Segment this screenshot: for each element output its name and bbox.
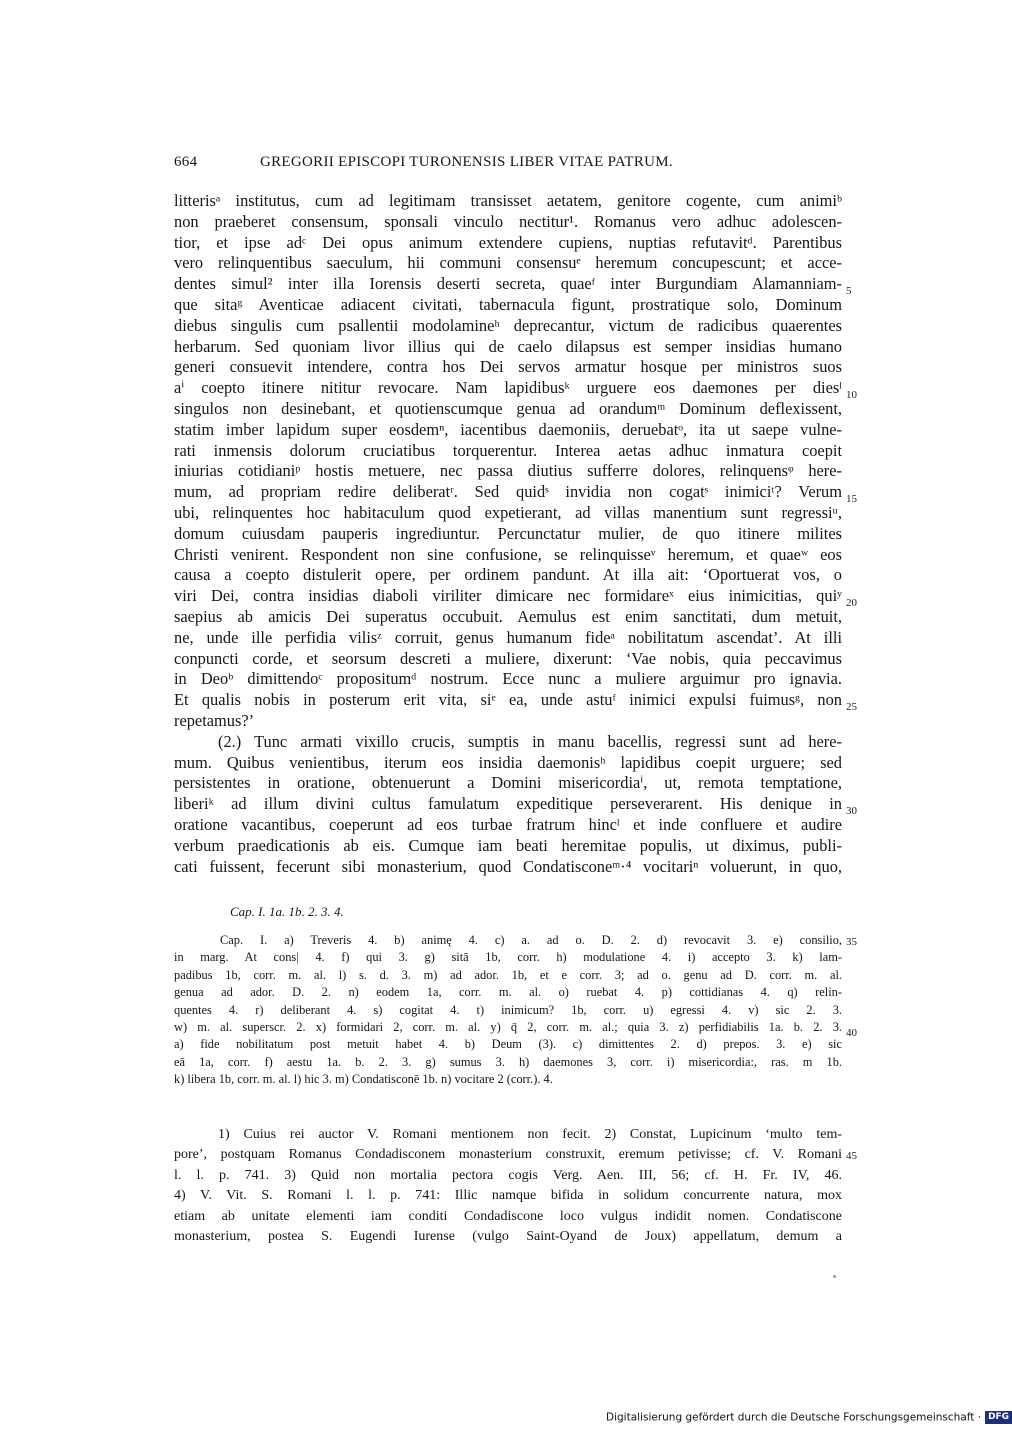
text-line: iniurias cotidianiᵖ hostis metuere, nec passa diutius sufferre dolores, relinquensᵠ here- [174, 461, 842, 481]
text-line: tior, et ipse adᶜ Dei opus animum extendere cupiens, nuptias refutavitᵈ. Parentibus [174, 232, 842, 252]
line-number: 5 [846, 285, 852, 297]
dfg-logo-icon: DFG [985, 1411, 1012, 1424]
text-line: aⁱ coepto itinere nititur revocare. Nam lapidibusᵏ urguere eos daemones per diesˡ [174, 378, 842, 398]
text-line: que sitaᵍ Aventicae adiacent civitati, tabernacula figunt, prostratique solo, Dominum [174, 294, 842, 314]
text-line: dentes simul² inter illa Iorensis deserti secreta, quaeᶠ inter Burgundiam Alamanniam- [174, 274, 842, 294]
scan-speck [833, 1275, 836, 1278]
line-number: 30 [846, 805, 857, 817]
line-number: 40 [846, 1027, 857, 1039]
text-line: viri Dei, contra insidias diaboli viriliter dimicare nec formidareˣ eius inimicitias, quiʸ [174, 586, 842, 606]
text-line: non praeberet consensum, sponsali vinculo nectitur¹. Romanus vero adhuc adolescen- [174, 211, 842, 231]
text-line: mum, ad propriam redire deliberatʳ. Sed quidˢ invidia non cogatˢ inimiciᵗ? Verum [174, 482, 842, 502]
apparatus-line: in marg. At cons| 4. f) qui 3. g) sitā 1b, corr. h) modulatione 4. i) accepto 3. k) lam- [174, 950, 842, 965]
apparatus-line: k) libera 1b, corr. m. al. l) hic 3. m) Condatisconē 1b. n) vocitare 2 (corr.). 4. [174, 1072, 553, 1087]
apparatus-line: a) fide nobilitatum post metuit habet 4. b) Deum (3). c) dimittentes 2. d) prepos. 3. e) sic [174, 1037, 842, 1052]
text-line: cati fuissent, fecerunt sibi monasterium, quod Condatisconeᵐ·⁴ vocitariⁿ voluerunt, in quo, [174, 856, 842, 876]
page-number: 664 [174, 154, 198, 170]
credit-text: Digitalisierung gefördert durch die Deutsche Forschungsgemeinschaft · [606, 1411, 982, 1424]
text-line: persistentes in oratione, obtenuerunt a Domini misericordiaⁱ, ut, remota temptatione, [174, 773, 842, 793]
page-header [174, 154, 842, 178]
apparatus-line: w) m. al. superscr. 2. x) formidari 2, corr. m. al. y) q̄ 2, corr. m. al.; quia 3. z) perfidiabilis 1a. b. 2. 3. [174, 1019, 842, 1034]
text-line: singulos non desinebant, et quotienscumque genua ad orandumᵐ Dominum deflexissent, [174, 398, 842, 418]
footnotes [174, 1125, 842, 1247]
text-line: Et qualis nobis in posterum erit vita, siᵉ ea, unde astuᶠ inimici expulsi fuimusᵍ, non [174, 690, 842, 710]
text-line: statim imber lapidum super eosdemⁿ, iacentibus daemoniis, deruebatᵒ, ita ut saepe vulne- [174, 419, 842, 439]
text-line: conpuncti corde, et seorsum descreti a muliere, dixerunt: ‘Vae nobis, quia peccavimus [174, 648, 842, 668]
line-number: 10 [846, 389, 857, 401]
text-line: mum. Quibus venientibus, iterum eos insidia daemonisʰ lapidibus coepit urguere; sed [174, 752, 842, 772]
text-line: ubi, relinquentes hoc habitaculum quod expetierant, ad villas manentium sunt regressiᵘ, [174, 502, 842, 522]
critical-apparatus [174, 932, 842, 1089]
apparatus-heading: Cap. I. 1a. 1b. 2. 3. 4. [230, 904, 344, 919]
text-line: in Deoᵇ dimittendoᶜ propositumᵈ nostrum. Ecce nunc a muliere arguimur pro ignavia. [174, 669, 842, 689]
text-line: causa a coepto distulerit opere, per ordinem pandunt. At illa ait: ‘Oportuerat vos, o [174, 565, 842, 585]
footnote-line: l. l. p. 741. 3) Quid non mortalia pectora cogis Verg. Aen. III, 56; cf. H. Fr. IV, 46. [174, 1167, 842, 1183]
text-line: verbum praedicationis ab eis. Cumque iam beati heremitae populis, ut diximus, publi- [174, 835, 842, 855]
apparatus-line: quentes 4. r) deliberant 4. s) cogitat 4. t) inimicum? 1b, corr. u) egressi 4. v) sic 2. 3. [174, 1002, 842, 1017]
running-title: GREGORII EPISCOPI TURONENSIS LIBER VITAE PATRUM. [260, 154, 673, 170]
line-number: 45 [846, 1150, 857, 1162]
line-number: 25 [846, 701, 857, 713]
text-line: liberiᵏ ad illum divini cultus famulatum expeditique perseverarent. His denique in [174, 794, 842, 814]
apparatus-line: Cap. I. a) Treveris 4. b) animę 4. c) a. ad o. D. 2. d) revocavit 3. e) consilio, [220, 933, 842, 947]
text-line: diebus singulis cum psallentii modolamineʰ deprecantur, victum de radicibus quaerentes [174, 315, 842, 335]
footnote-line: 1) Cuius rei auctor V. Romani mentionem non fecit. 2) Constat, Lupicinum ‘multo tem- [218, 1127, 842, 1142]
text-line: domum cuiusdam pauperis ingrediuntur. Percunctatur mulier, de quo itinere milites [174, 523, 842, 543]
text-line: saepius ab amicis Dei superatus occubuit. Aemulus est enim sanctitati, dum metuit, [174, 606, 842, 626]
text-line: rati inmensis dolorum cruciatibus torquerentur. Interea aetas adhuc inmatura coepit [174, 440, 842, 460]
apparatus-line: eā 1a, corr. f) aestu 1a. b. 2. 3. g) sumus 3. h) daemones 3, corr. i) misericordia:, ras. m 1b. [174, 1054, 842, 1069]
text-line: vero relinquentibus saeculum, hii communi consensuᵉ heremum concupescunt; et acce- [174, 253, 842, 273]
footnote-line: pore’, postquam Romanus Condadisconem monasterium construxit, eremum petivisse; cf. V. Romani [174, 1147, 842, 1163]
footnote-line: 4) V. Vit. S. Romani l. l. p. 741: Illic namque bifida in solidum concurrente natura, mox [174, 1188, 842, 1204]
digitization-credit [606, 1411, 1010, 1427]
footnote-line: monasterium, postea S. Eugendi Iurense (vulgo Saint-Oyand de Joux) appellatum, demum a [174, 1228, 842, 1244]
text-line: oratione vacantibus, coeperunt ad eos turbae fratrum hincˡ et inde confluere et audire [174, 814, 842, 834]
text-line: (2.) Tunc armati vixillo crucis, sumptis in manu bacellis, regressi sunt ad here- [218, 731, 842, 751]
text-line: litterisᵃ institutus, cum ad legitimam transisset aetatem, genitore cogente, cum animiᵇ [174, 191, 842, 210]
apparatus-line: padibus 1b, corr. m. al. l) s. d. 3. m) ad ador. 1b, et e corr. 3; ad o. genu ad D. corr. m. al. [174, 967, 842, 982]
footnote-line: etiam ab unitate elementi iam conditi Condadiscone loco vulgus indidit nomen. Condatiscone [174, 1208, 842, 1224]
text-line: ne, unde ille perfidia vilisᶻ corruit, genus humanum fideᵃ nobilitatum ascendat’. At illi [174, 627, 842, 647]
main-text [174, 191, 842, 877]
text-line: herbarum. Sed quoniam livor illius qui de caelo dilapsus est semper insidias humano [174, 336, 842, 356]
text-line: generi consuevit intendere, contra hos Dei servos armatur hosque per ministros suos [174, 357, 842, 377]
text-line: repetamus?’ [174, 710, 255, 730]
line-number: 15 [846, 493, 857, 505]
line-number: 20 [846, 597, 857, 609]
line-number: 35 [846, 936, 857, 948]
apparatus-line: genua ad ador. D. 2. n) eodem 1a, corr. m. al. o) ruebat 4. p) cottidianas 4. q) relin- [174, 985, 842, 1000]
text-line: Christi venirent. Respondent non sine confusione, se relinquisseᵛ heremum, et quaeʷ eos [174, 544, 842, 564]
